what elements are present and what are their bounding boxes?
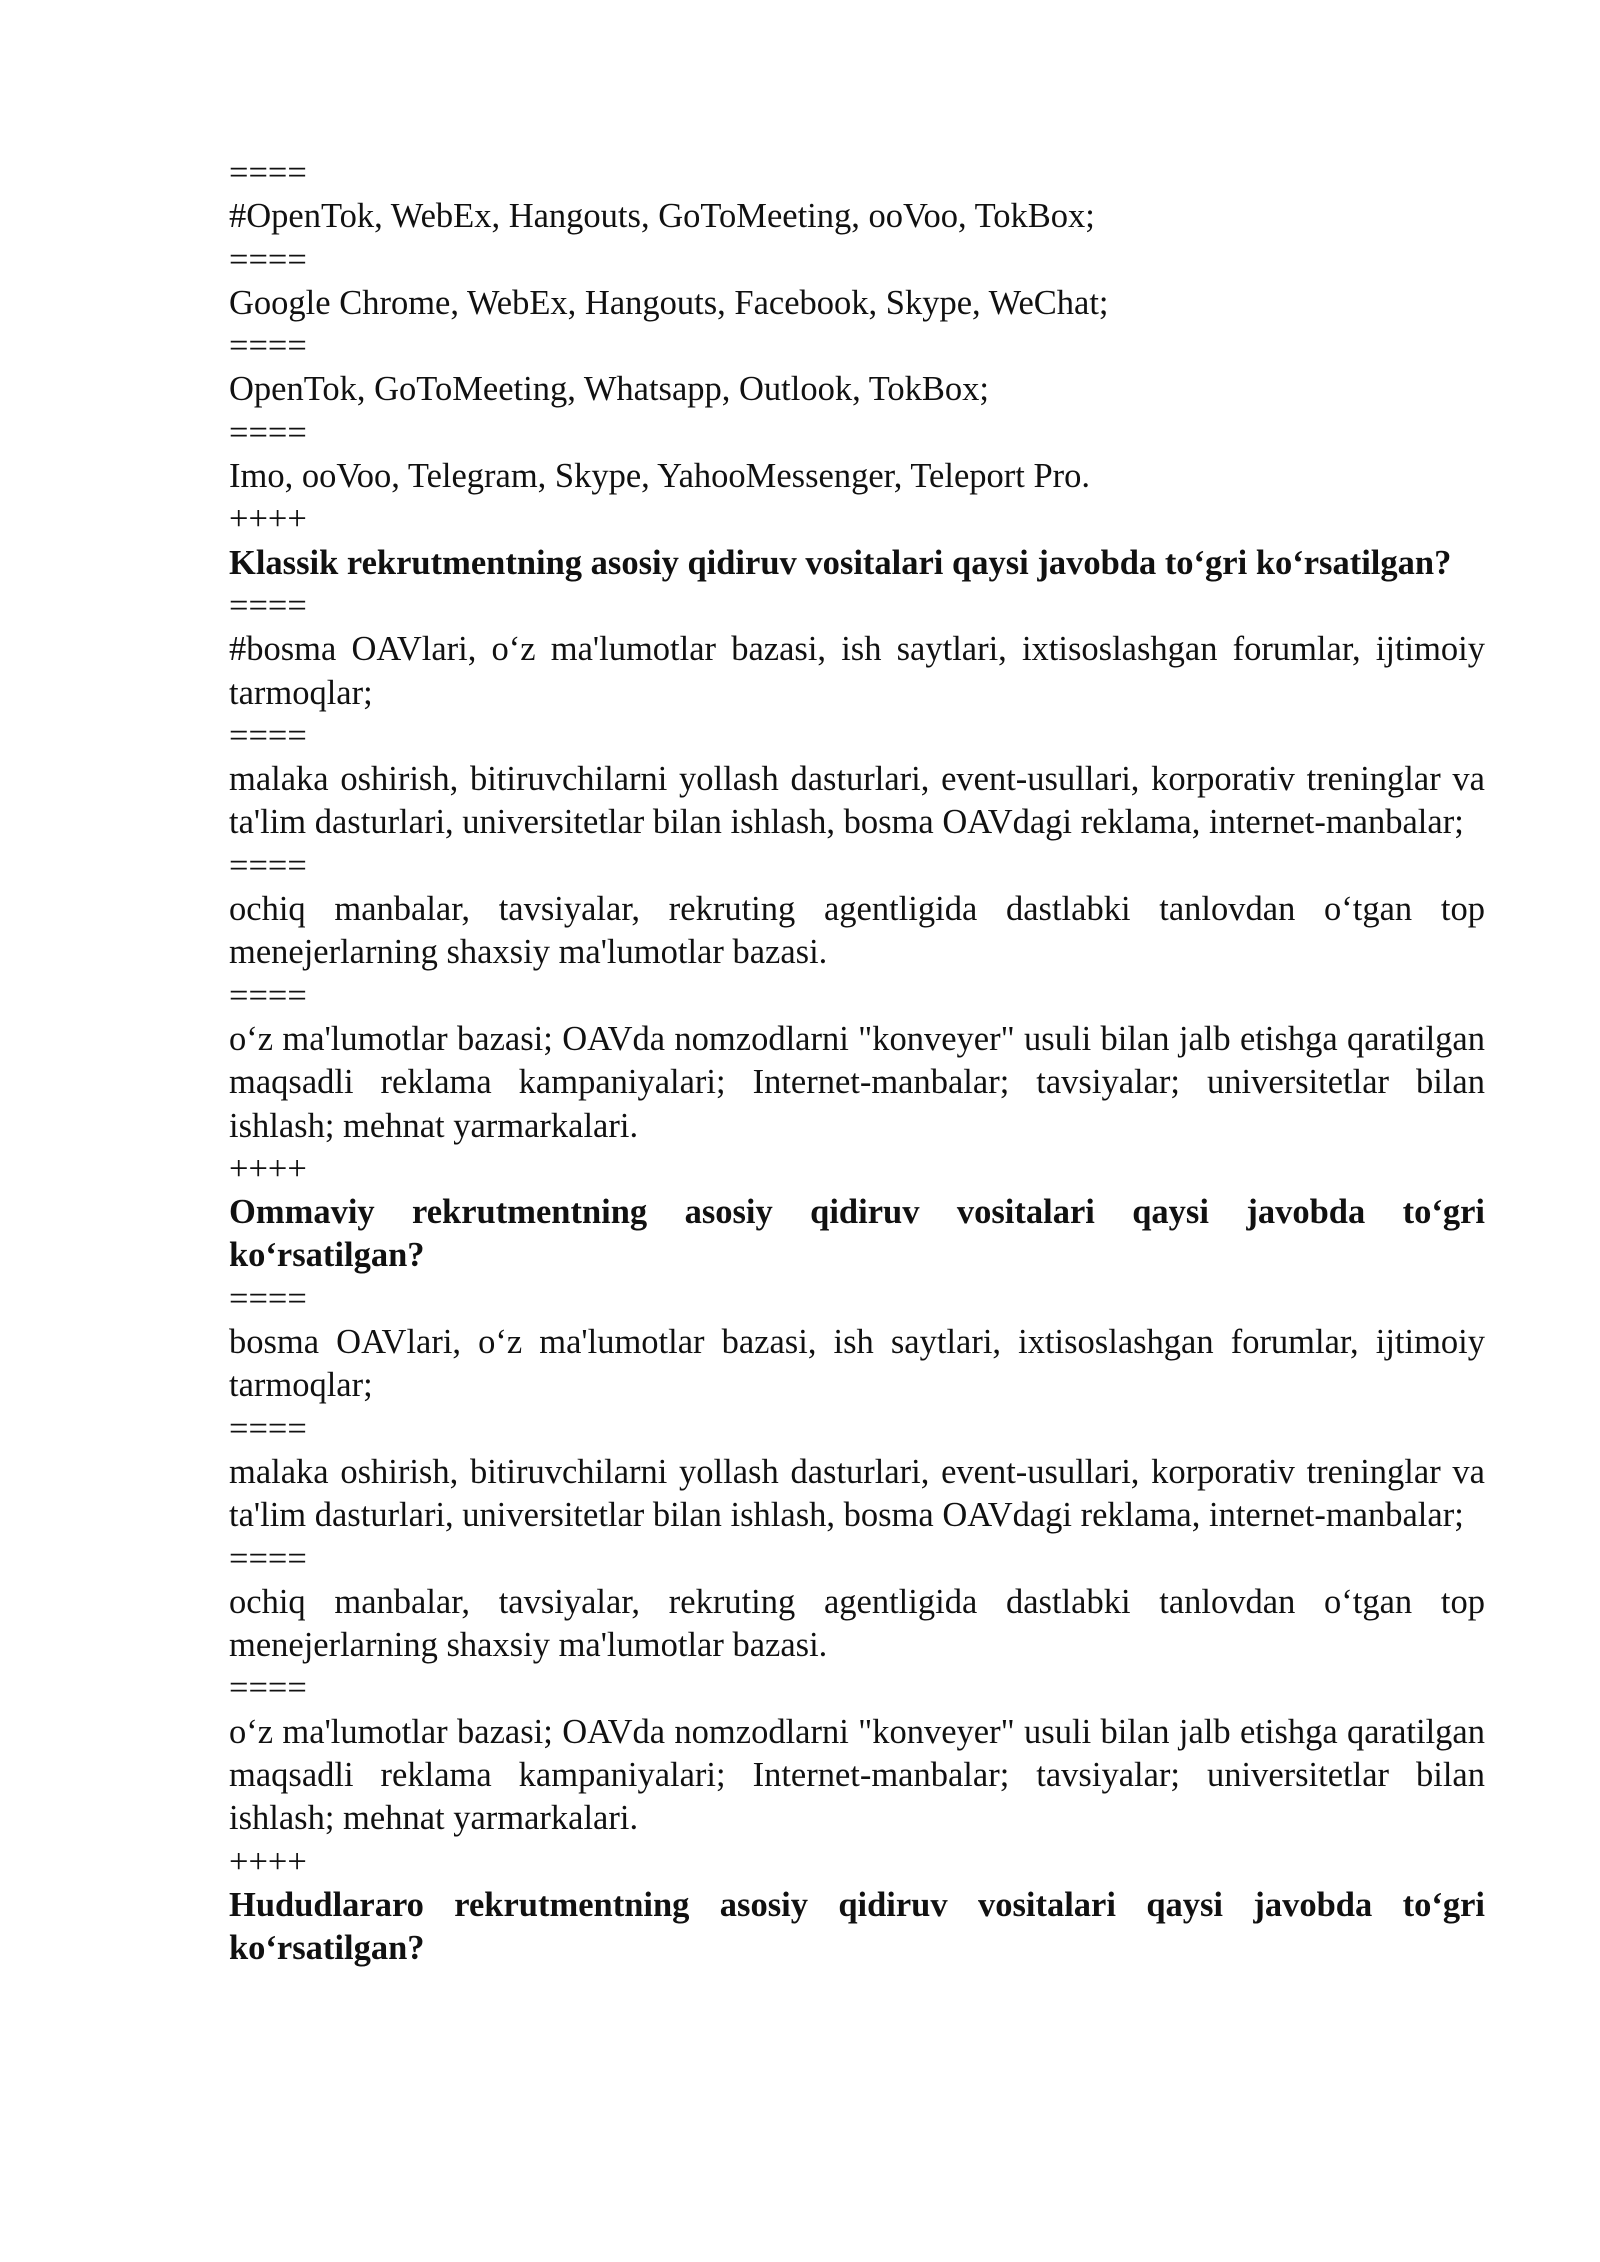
- answer-option: ochiq manbalar, tavsiyalar, rekruting agentligida dastlabki tanlovdan o‘tgan top menejerlarning shaxsiy ma'lumotlar bazasi.: [229, 1582, 1485, 1665]
- document-page: [229, 152, 1485, 1970]
- separator-line: ====: [229, 1669, 307, 1708]
- separator-line: ====: [229, 586, 307, 625]
- separator-line: ====: [229, 327, 307, 366]
- answer-option: ochiq manbalar, tavsiyalar, rekruting agentligida dastlabki tanlovdan o‘tgan top menejerlarning shaxsiy ma'lumotlar bazasi.: [229, 890, 1485, 972]
- answer-option: malaka oshirish, bitiruvchilarni yollash dasturlari, event-usullari, korporativ treninglar va ta'lim dasturlari, universitetlar bilan ishlash, bosma OAVdagi reklama, internet-manbalar;: [229, 760, 1485, 842]
- answer-option: malaka oshirish, bitiruvchilarni yollash dasturlari, event-usullari, korporativ treninglar va ta'lim dasturlari, universitetlar bilan ishlash, bosma OAVdagi reklama, internet-manbalar;: [229, 1452, 1485, 1535]
- answer-option: #OpenTok, WebEx, Hangouts, GoToMeeting, ooVoo, TokBox;: [229, 197, 1095, 236]
- separator-line: ====: [229, 1539, 307, 1578]
- answer-option: o‘z ma'lumotlar bazasi; OAVda nomzodlarni "konveyer" usuli bilan jalb etishga qaratilgan maqsadli reklama kampaniyalari; Internet-manbalar; tavsiyalar; universitetlar bilan ishlash; mehnat yarmarkalari.: [229, 1019, 1485, 1145]
- answer-option: Imo, ooVoo, Telegram, Skype, YahooMessenger, Teleport Pro.: [229, 457, 1091, 496]
- answer-option: #bosma OAVlari, o‘z ma'lumotlar bazasi, ish saytlari, ixtisoslashgan forumlar, ijtimoiy tarmoqlar;: [229, 630, 1485, 712]
- question-separator: ++++: [229, 1149, 307, 1188]
- separator-line: ====: [229, 846, 307, 885]
- answer-option: OpenTok, GoToMeeting, Whatsapp, Outlook, TokBox;: [229, 370, 989, 409]
- separator-line: ====: [229, 1409, 307, 1448]
- answer-option: o‘z ma'lumotlar bazasi; OAVda nomzodlarni "konveyer" usuli bilan jalb etishga qaratilgan maqsadli reklama kampaniyalari; Internet-manbalar; tavsiyalar; universitetlar bilan ishlash; mehnat yarmarkalari.: [229, 1712, 1485, 1838]
- question-text: Ommaviy rekrutmentning asosiy qidiruv vositalari qaysi javobda to‘gri ko‘rsatilgan?: [229, 1193, 1485, 1275]
- question-text: Klassik rekrutmentning asosiy qidiruv vositalari qaysi javobda to‘gri ko‘rsatilgan?: [229, 543, 1452, 582]
- separator-line: ====: [229, 154, 307, 192]
- separator-line: ====: [229, 716, 307, 755]
- answer-option: bosma OAVlari, o‘z ma'lumotlar bazasi, ish saytlari, ixtisoslashgan forumlar, ijtimoiy tarmoqlar;: [229, 1323, 1485, 1405]
- answer-option: Google Chrome, WebEx, Hangouts, Facebook, Skype, WeChat;: [229, 283, 1109, 322]
- question-text: Hududlararo rekrutmentning asosiy qidiruv vositalari qaysi javobda to‘gri ko‘rsatilgan?: [229, 1885, 1485, 1968]
- separator-line: ====: [229, 1279, 307, 1318]
- separator-line: ====: [229, 413, 307, 452]
- question-separator: ++++: [229, 1842, 307, 1881]
- separator-line: ====: [229, 240, 307, 279]
- separator-line: ====: [229, 976, 307, 1015]
- question-separator: ++++: [229, 500, 307, 539]
